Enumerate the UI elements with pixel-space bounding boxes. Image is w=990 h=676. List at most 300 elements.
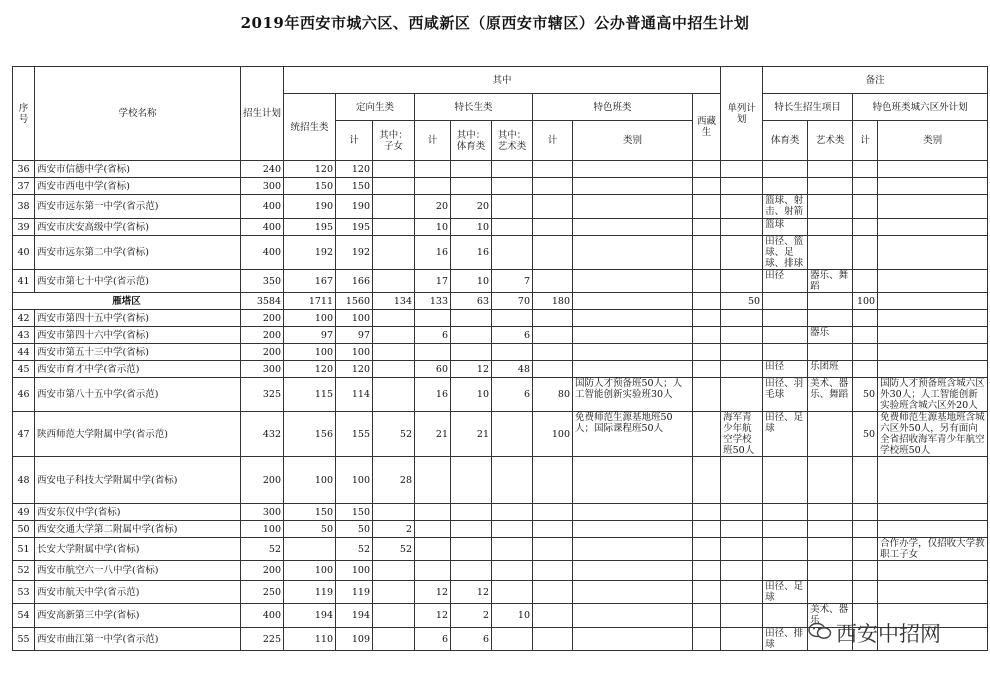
items-sports-cell: 篮球、射击、射箭 (763, 195, 808, 219)
xizang-cell (693, 412, 721, 457)
techang-arts-cell (492, 161, 533, 178)
items-sports-cell (763, 561, 808, 581)
techang-sports-cell: 6 (451, 628, 492, 651)
plan-cell: 300 (241, 504, 284, 521)
dingxiang-children-cell: 52 (373, 412, 415, 457)
techang-total-cell: 16 (415, 236, 451, 270)
outside-type-cell: 合作办学，仅招收大学教职工子女 (878, 538, 988, 561)
plan-cell: 200 (241, 457, 284, 504)
tese-total-cell (533, 581, 573, 604)
row-no-cell: 50 (13, 521, 35, 538)
techang-arts-cell (492, 581, 533, 604)
outside-total-cell: 50 (853, 412, 878, 457)
dingxiang-total-cell: 150 (336, 178, 373, 195)
tese-type-cell (573, 504, 693, 521)
techang-total-cell: 6 (415, 327, 451, 344)
dingxiang-total-cell: 100 (336, 457, 373, 504)
tese-total-cell (533, 161, 573, 178)
techang-sports-cell (451, 561, 492, 581)
outside-total-cell (853, 310, 878, 327)
items-arts-cell (808, 504, 853, 521)
header-items-arts: 艺术类 (808, 121, 853, 161)
table-row (13, 236, 988, 270)
danlie-cell (721, 361, 763, 378)
items-arts-cell (808, 581, 853, 604)
danlie-cell (721, 581, 763, 604)
school-name-cell: 西安交通大学第二附属中学(省标) (35, 521, 241, 538)
table-row (13, 161, 988, 178)
items-arts-cell (808, 219, 853, 236)
tese-type-cell (573, 344, 693, 361)
dingxiang-children-cell (373, 327, 415, 344)
tese-total-cell (533, 344, 573, 361)
dingxiang-children-cell: 52 (373, 538, 415, 561)
plan-cell: 200 (241, 310, 284, 327)
items-sports-cell: 田径、篮球、足球、排球 (763, 236, 808, 270)
table-row (13, 219, 988, 236)
outside-total-cell (853, 327, 878, 344)
dingxiang-children-cell (373, 604, 415, 628)
outside-total-cell (853, 178, 878, 195)
dingxiang-children-cell (373, 310, 415, 327)
tese-type-cell (573, 561, 693, 581)
tese-total-cell (533, 521, 573, 538)
dingxiang-total-cell: 100 (336, 561, 373, 581)
xizang-cell (693, 161, 721, 178)
danlie-cell (721, 344, 763, 361)
dingxiang-total-cell: 52 (336, 538, 373, 561)
header-remarks: 备注 (763, 67, 988, 94)
danlie-cell (721, 561, 763, 581)
items-arts-cell (808, 538, 853, 561)
dingxiang-children-cell (373, 219, 415, 236)
tongzhao-cell: 100 (284, 457, 336, 504)
techang-total-cell (415, 504, 451, 521)
techang-total-cell: 12 (415, 604, 451, 628)
school-name-cell: 长安大学附属中学(省标) (35, 538, 241, 561)
wechat-icon (808, 622, 832, 640)
techang-arts-cell: 48 (492, 361, 533, 378)
tongzhao-cell: 150 (284, 178, 336, 195)
header-ts-total: 计 (533, 121, 573, 161)
xizang-cell (693, 236, 721, 270)
items-sports-cell: 田径 (763, 361, 808, 378)
danlie-cell (721, 504, 763, 521)
items-sports-cell (763, 178, 808, 195)
items-sports-cell (763, 310, 808, 327)
techang-total-cell: 10 (415, 219, 451, 236)
techang-arts-cell (492, 344, 533, 361)
techang-sports-cell: 10 (451, 219, 492, 236)
techang-total-cell: 17 (415, 270, 451, 293)
tongzhao-cell: 100 (284, 344, 336, 361)
table-row (13, 457, 988, 504)
items-sports-cell: 田径、羽毛球 (763, 378, 808, 412)
outside-type-cell (878, 504, 988, 521)
items-sports-cell (763, 161, 808, 178)
dingxiang-children-cell (373, 161, 415, 178)
tongzhao-cell (284, 538, 336, 561)
techang-sports-cell (451, 344, 492, 361)
dingxiang-children-cell (373, 628, 415, 651)
techang-sports-cell: 12 (451, 361, 492, 378)
items-sports-cell: 篮球 (763, 219, 808, 236)
tese-total-cell (533, 504, 573, 521)
watermark-text: 西安中招网 (836, 622, 941, 646)
district-oty (878, 293, 988, 310)
dingxiang-total-cell: 194 (336, 604, 373, 628)
plan-cell: 400 (241, 219, 284, 236)
outside-type-cell (878, 344, 988, 361)
techang-sports-cell: 21 (451, 412, 492, 457)
page-title: 2019年西安市城六区、西咸新区（原西安市辖区）公办普通高中招生计划 (240, 14, 750, 32)
school-name-cell: 西安东仪中学(省标) (35, 504, 241, 521)
tongzhao-cell: 167 (284, 270, 336, 293)
dingxiang-total-cell: 97 (336, 327, 373, 344)
dingxiang-total-cell: 120 (336, 161, 373, 178)
header-ts-type: 类别 (573, 121, 693, 161)
dingxiang-total-cell: 120 (336, 361, 373, 378)
school-name-cell: 西安市西电中学(省标) (35, 178, 241, 195)
danlie-cell (721, 604, 763, 628)
table-row (13, 521, 988, 538)
row-no-cell: 51 (13, 538, 35, 561)
row-no-cell: 55 (13, 628, 35, 651)
outside-type-cell (878, 219, 988, 236)
tese-total-cell (533, 538, 573, 561)
tese-total-cell (533, 604, 573, 628)
outside-type-cell (878, 310, 988, 327)
district-rs (763, 293, 808, 310)
xizang-cell (693, 378, 721, 412)
tongzhao-cell: 97 (284, 327, 336, 344)
outside-total-cell (853, 361, 878, 378)
school-name-cell: 西安市曲江第一中学(省示范) (35, 628, 241, 651)
dingxiang-total-cell: 100 (336, 344, 373, 361)
table-body-bottom (13, 310, 988, 651)
tese-type-cell (573, 327, 693, 344)
dingxiang-total-cell: 119 (336, 581, 373, 604)
techang-arts-cell (492, 310, 533, 327)
xizang-cell (693, 521, 721, 538)
row-no-cell: 38 (13, 195, 35, 219)
tongzhao-cell: 194 (284, 604, 336, 628)
header-plan: 招生计划 (241, 67, 284, 161)
row-no-cell: 46 (13, 378, 35, 412)
techang-arts-cell (492, 521, 533, 538)
items-sports-cell (763, 538, 808, 561)
tese-total-cell (533, 361, 573, 378)
techang-sports-cell: 16 (451, 236, 492, 270)
techang-sports-cell (451, 538, 492, 561)
table-row (13, 344, 988, 361)
outside-total-cell (853, 457, 878, 504)
techang-total-cell (415, 561, 451, 581)
tese-type-cell (573, 628, 693, 651)
techang-total-cell (415, 161, 451, 178)
outside-total-cell (853, 344, 878, 361)
table-row (13, 561, 988, 581)
plan-cell: 400 (241, 604, 284, 628)
district-tz: 1711 (284, 293, 336, 310)
dingxiang-total-cell: 109 (336, 628, 373, 651)
danlie-cell (721, 457, 763, 504)
outside-total-cell (853, 538, 878, 561)
outside-type-cell (878, 161, 988, 178)
district-ts: 180 (533, 293, 573, 310)
items-arts-cell: 器乐 (808, 327, 853, 344)
techang-sports-cell: 10 (451, 378, 492, 412)
table-row (13, 310, 988, 327)
tese-type-cell (573, 236, 693, 270)
items-sports-cell (763, 344, 808, 361)
plan-cell: 52 (241, 538, 284, 561)
district-ra (808, 293, 853, 310)
tongzhao-cell: 150 (284, 504, 336, 521)
tese-total-cell (533, 327, 573, 344)
danlie-cell (721, 310, 763, 327)
techang-arts-cell: 10 (492, 604, 533, 628)
tese-type-cell: 免费师范生源基地班50人；国际课程班50人 (573, 412, 693, 457)
header-tese: 特色班类 (533, 94, 693, 121)
school-name-cell: 西安市第七十中学(省示范) (35, 270, 241, 293)
header-danlie: 单列计划 (721, 67, 763, 161)
tongzhao-cell: 190 (284, 195, 336, 219)
tongzhao-cell: 156 (284, 412, 336, 457)
techang-arts-cell (492, 628, 533, 651)
techang-sports-cell (451, 327, 492, 344)
items-arts-cell (808, 161, 853, 178)
outside-type-cell (878, 581, 988, 604)
techang-arts-cell: 6 (492, 327, 533, 344)
school-name-cell: 西安市第四十五中学(省标) (35, 310, 241, 327)
header-school: 学校名称 (35, 67, 241, 161)
items-sports-cell (763, 521, 808, 538)
school-name-cell: 西安高新第三中学(省标) (35, 604, 241, 628)
table-row (13, 378, 988, 412)
danlie-cell (721, 270, 763, 293)
district-name: 雁塔区 (13, 293, 241, 310)
techang-total-cell: 21 (415, 412, 451, 457)
dingxiang-children-cell (373, 361, 415, 378)
xizang-cell (693, 310, 721, 327)
techang-total-cell: 20 (415, 195, 451, 219)
tongzhao-cell: 100 (284, 561, 336, 581)
xizang-cell (693, 344, 721, 361)
danlie-cell (721, 161, 763, 178)
school-name-cell: 西安市航空六一八中学(省标) (35, 561, 241, 581)
items-arts-cell: 美术、器乐 (808, 604, 853, 628)
row-no-cell: 45 (13, 361, 35, 378)
plan-cell: 200 (241, 561, 284, 581)
dingxiang-children-cell (373, 270, 415, 293)
outside-type-cell (878, 327, 988, 344)
row-no-cell: 54 (13, 604, 35, 628)
header-tongzhao: 统招生类 (284, 94, 336, 161)
techang-total-cell: 60 (415, 361, 451, 378)
tongzhao-cell: 115 (284, 378, 336, 412)
danlie-cell (721, 195, 763, 219)
techang-sports-cell: 2 (451, 604, 492, 628)
danlie-cell (721, 521, 763, 538)
table-row (13, 178, 988, 195)
school-name-cell: 西安市庆安高级中学(省标) (35, 219, 241, 236)
header-seq: 序号 (13, 67, 35, 161)
xizang-cell (693, 538, 721, 561)
plan-cell: 100 (241, 521, 284, 538)
danlie-cell (721, 538, 763, 561)
tese-type-cell (573, 581, 693, 604)
items-sports-cell: 田径、足球 (763, 581, 808, 604)
tese-total-cell (533, 270, 573, 293)
techang-arts-cell: 6 (492, 378, 533, 412)
xizang-cell (693, 604, 721, 628)
xizang-cell (693, 457, 721, 504)
header-items-sports: 体育类 (763, 121, 808, 161)
table-row (13, 581, 988, 604)
table-row (13, 538, 988, 561)
outside-type-cell: 国防人才预备班含城六区外30人；人工智能创新实验班含城六区外20人 (878, 378, 988, 412)
techang-total-cell: 6 (415, 628, 451, 651)
xizang-cell (693, 270, 721, 293)
outside-type-cell: 免费师范生源基地班含城六区外50人，另有面向全省招收海军青少年航空学校班50人 (878, 412, 988, 457)
dingxiang-children-cell: 28 (373, 457, 415, 504)
tongzhao-cell: 110 (284, 628, 336, 651)
techang-sports-cell (451, 457, 492, 504)
items-arts-cell: 乐团班 (808, 361, 853, 378)
district-dxc: 134 (373, 293, 415, 310)
xizang-cell (693, 327, 721, 344)
district-dl: 50 (721, 293, 763, 310)
items-sports-cell (763, 457, 808, 504)
row-no-cell: 49 (13, 504, 35, 521)
outside-total-cell (853, 581, 878, 604)
techang-arts-cell (492, 504, 533, 521)
tese-type-cell (573, 195, 693, 219)
techang-sports-cell (451, 178, 492, 195)
header-outside: 特色班类城六区外计划 (853, 94, 988, 121)
dingxiang-total-cell: 100 (336, 310, 373, 327)
dingxiang-children-cell (373, 504, 415, 521)
techang-sports-cell: 10 (451, 270, 492, 293)
items-arts-cell (808, 195, 853, 219)
xizang-cell (693, 195, 721, 219)
techang-total-cell (415, 344, 451, 361)
header-dx-total: 计 (336, 121, 373, 161)
tese-total-cell (533, 178, 573, 195)
plan-cell: 350 (241, 270, 284, 293)
tese-type-cell (573, 310, 693, 327)
dingxiang-total-cell: 114 (336, 378, 373, 412)
plan-cell: 225 (241, 628, 284, 651)
header-outside-total: 计 (853, 121, 878, 161)
plan-cell: 250 (241, 581, 284, 604)
tese-type-cell (573, 361, 693, 378)
row-no-cell: 41 (13, 270, 35, 293)
dingxiang-children-cell: 2 (373, 521, 415, 538)
tese-total-cell (533, 195, 573, 219)
table-row (13, 361, 988, 378)
district-ot: 100 (853, 293, 878, 310)
items-sports-cell: 田径 (763, 270, 808, 293)
header-dx-children: 其中：子女 (373, 121, 415, 161)
techang-arts-cell (492, 561, 533, 581)
row-no-cell: 43 (13, 327, 35, 344)
techang-total-cell (415, 310, 451, 327)
techang-arts-cell (492, 236, 533, 270)
dingxiang-total-cell: 50 (336, 521, 373, 538)
header-outside-type: 类别 (878, 121, 988, 161)
district-tca: 70 (492, 293, 533, 310)
plan-cell: 240 (241, 161, 284, 178)
outside-type-cell (878, 561, 988, 581)
header-tc-arts: 其中：艺术类 (492, 121, 533, 161)
outside-total-cell: 50 (853, 378, 878, 412)
outside-total-cell (853, 504, 878, 521)
xizang-cell (693, 219, 721, 236)
techang-arts-cell: 7 (492, 270, 533, 293)
header-xizang: 西藏生 (693, 94, 721, 161)
dingxiang-total-cell: 195 (336, 219, 373, 236)
items-sports-cell (763, 604, 808, 628)
district-plan: 3584 (241, 293, 284, 310)
plan-cell: 400 (241, 195, 284, 219)
plan-cell: 400 (241, 236, 284, 270)
danlie-cell (721, 378, 763, 412)
techang-arts-cell (492, 195, 533, 219)
danlie-cell (721, 628, 763, 651)
outside-type-cell (878, 521, 988, 538)
tese-type-cell (573, 604, 693, 628)
tongzhao-cell: 192 (284, 236, 336, 270)
techang-total-cell (415, 457, 451, 504)
header-dingxiang: 定向生类 (336, 94, 415, 121)
items-sports-cell: 田径、排球 (763, 628, 808, 651)
school-name-cell: 西安市航天中学(省示范) (35, 581, 241, 604)
district-row (13, 293, 988, 310)
district-tcs: 63 (451, 293, 492, 310)
outside-total-cell (853, 561, 878, 581)
plan-cell: 200 (241, 344, 284, 361)
header-techang: 特长生类 (415, 94, 533, 121)
plan-cell: 200 (241, 327, 284, 344)
dingxiang-children-cell (373, 344, 415, 361)
techang-total-cell: 16 (415, 378, 451, 412)
school-name-cell: 西安市远东第二中学(省标) (35, 236, 241, 270)
tese-total-cell: 100 (533, 412, 573, 457)
techang-arts-cell (492, 412, 533, 457)
tongzhao-cell: 120 (284, 361, 336, 378)
tese-total-cell (533, 561, 573, 581)
plan-cell: 300 (241, 361, 284, 378)
items-arts-cell (808, 561, 853, 581)
tese-total-cell (533, 219, 573, 236)
outside-type-cell (878, 195, 988, 219)
items-arts-cell (808, 236, 853, 270)
district-summary (13, 293, 988, 310)
items-sports-cell: 田径、足球 (763, 412, 808, 457)
techang-sports-cell: 12 (451, 581, 492, 604)
outside-total-cell (853, 219, 878, 236)
dingxiang-children-cell (373, 178, 415, 195)
plan-cell: 432 (241, 412, 284, 457)
techang-sports-cell (451, 521, 492, 538)
tese-type-cell (573, 161, 693, 178)
row-no-cell: 52 (13, 561, 35, 581)
outside-type-cell (878, 457, 988, 504)
tese-type-cell (573, 538, 693, 561)
techang-total-cell: 12 (415, 581, 451, 604)
